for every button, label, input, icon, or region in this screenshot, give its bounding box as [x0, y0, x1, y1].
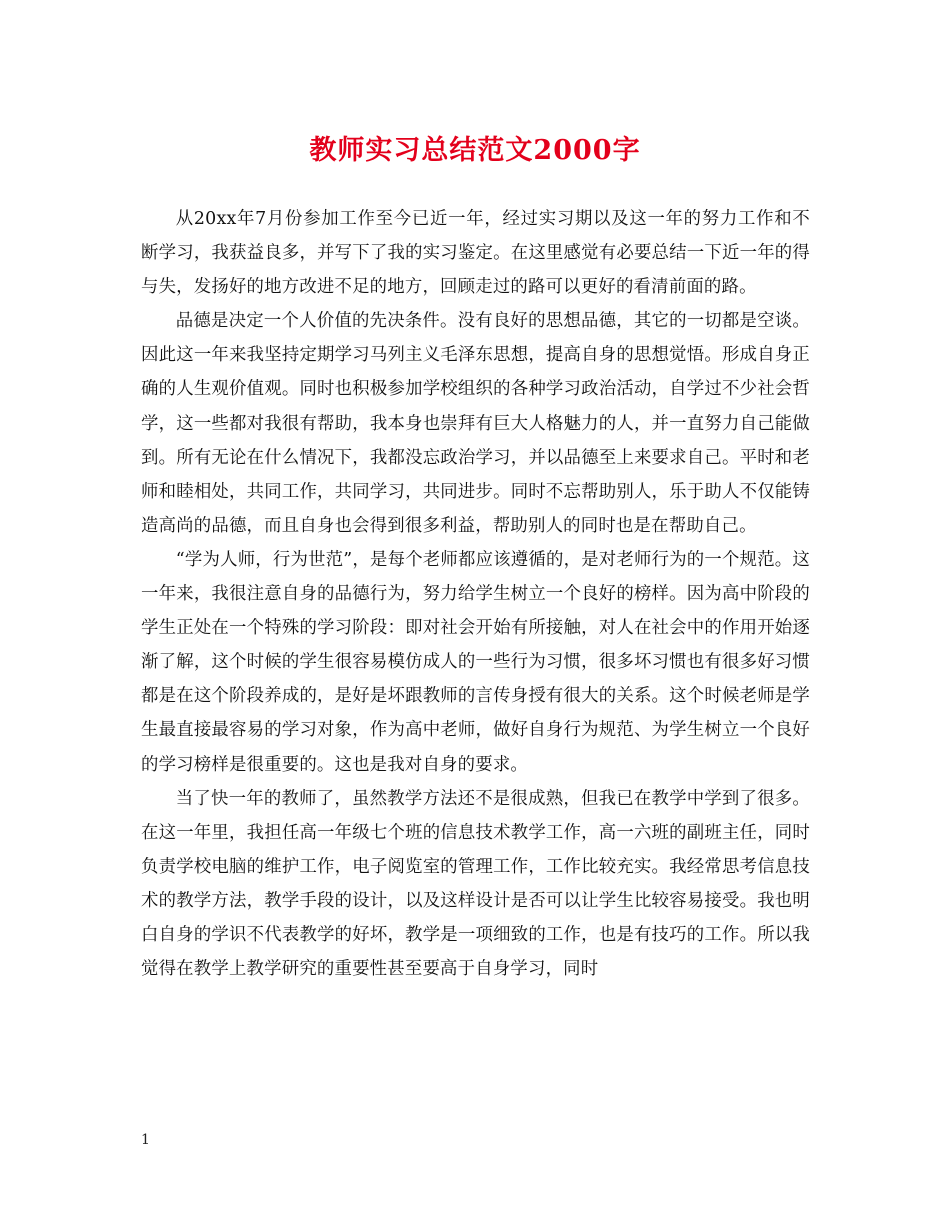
page-number: 1	[141, 1132, 150, 1148]
document-title: 教师实习总结范文2000字	[309, 135, 641, 166]
paragraph: 当了快一年的教师了，虽然教学方法还不是很成熟，但我已在教学中学到了很多。在这一年里，我担任高一年级七个班的信息技术教学工作，高一六班的副班主任，同时负责学校电脑的维护工作，电子阅览室的管理工作，工作比较充实。我经常思考信息技术的教学方法，教学手段的设计，以及这样设计是否可以让学生比较容易接受。我也明白自身的学识不代表教学的好坏，教学是一项细致的工作，也是有技巧的工作。所以我觉得在教学上教学研究的重要性甚至要高于自身学习，同时	[141, 788, 810, 980]
paragraph: 从20xx年7月份参加工作至今已近一年，经过实习期以及这一年的努力工作和不断学习，我获益良多，并写下了我的实习鉴定。在这里感觉有必要总结一下近一年的得与失，发扬好的地方改进不足的地方，回顾走过的路可以更好的看清前面的路。	[141, 209, 810, 298]
document-body	[141, 202, 810, 986]
paragraph: 品德是决定一个人价值的先决条件。没有良好的思想品德，其它的一切都是空谈。因此这一年来我坚持定期学习马列主义毛泽东思想，提高自身的思想觉悟。形成自身正确的人生观价值观。同时也积极参加学校组织的各种学习政治活动，自学过不少社会哲学，这一些都对我很有帮助，我本身也崇拜有巨大人格魅力的人，并一直努力自己能做到。所有无论在什么情况下，我都没忘政治学习，并以品德至上来要求自己。平时和老师和睦相处，共同工作，共同学习，共同进步。同时不忘帮助别人，乐于助人不仅能铸造高尚的品德，而且自身也会得到很多利益，帮助别人的同时也是在帮助自己。	[141, 311, 810, 536]
paragraph: “学为人师，行为世范”，是每个老师都应该遵循的，是对老师行为的一个规范。这一年来，我很注意自身的品德行为，努力给学生树立一个良好的榜样。因为高中阶段的学生正处在一个特殊的学习阶段：即对社会开始有所接触，对人在社会中的作用开始逐渐了解，这个时候的学生很容易模仿成人的一些行为习惯，很多坏习惯也有很多好习惯都是在这个阶段养成的，是好是坏跟教师的言传身授有很大的关系。这个时候老师是学生最直接最容易的学习对象，作为高中老师，做好自身行为规范、为学生树立一个良好的学习榜样是很重要的。这也是我对自身的要求。	[141, 549, 810, 775]
